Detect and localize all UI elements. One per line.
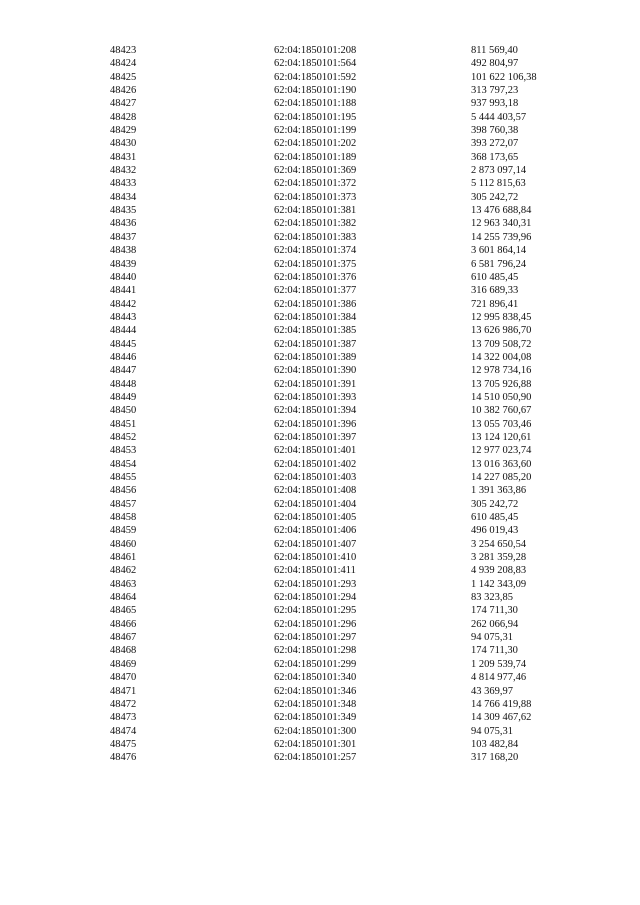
cadastral-value-cell: 610 485,45 [471,512,519,524]
row-number-cell: 48445 [110,338,137,350]
row-number-cell: 48435 [110,205,137,217]
cadastral-value-table [110,44,591,765]
cadastral-number-cell: 62:04:1850101:195 [274,111,357,123]
cadastral-number-cell: 62:04:1850101:391 [274,378,357,390]
table-row [110,671,591,684]
row-number-cell: 48465 [110,605,137,617]
cadastral-number-cell: 62:04:1850101:189 [274,151,357,163]
cadastral-value-cell: 103 482,84 [471,738,519,750]
cadastral-value-cell: 14 255 739,96 [471,231,532,243]
cadastral-number-cell: 62:04:1850101:411 [274,565,356,577]
table-row [110,604,591,617]
cadastral-number-cell: 62:04:1850101:300 [274,725,357,737]
cadastral-value-cell: 14 322 004,08 [471,351,532,363]
cadastral-value-cell: 13 055 703,46 [471,418,532,430]
table-row [110,124,591,137]
table-row [110,311,591,324]
table-row [110,84,591,97]
cadastral-value-cell: 5 112 815,63 [471,178,526,190]
row-number-cell: 48467 [110,632,137,644]
cadastral-number-cell: 62:04:1850101:396 [274,418,357,430]
cadastral-value-cell: 174 711,30 [471,605,518,617]
cadastral-number-cell: 62:04:1850101:374 [274,245,357,257]
table-row [110,177,591,190]
row-number-cell: 48441 [110,285,137,297]
table-row [110,404,591,417]
cadastral-value-cell: 14 227 085,20 [471,472,532,483]
row-number-cell: 48473 [110,712,137,724]
cadastral-value-cell: 43 369,97 [471,685,513,697]
row-number-cell: 48456 [110,485,137,497]
table-row [110,231,591,244]
cadastral-number-cell: 62:04:1850101:383 [274,231,357,243]
row-number-cell: 48442 [110,298,137,310]
cadastral-value-cell: 4 814 977,46 [471,672,527,684]
cadastral-value-cell: 368 173,65 [471,151,519,163]
table-row [110,191,591,204]
table-row [110,431,591,444]
cadastral-value-cell: 1 209 539,74 [471,658,527,670]
table-row [110,271,591,284]
table-row [110,244,591,257]
row-number-cell: 48457 [110,498,137,510]
table-row [110,751,591,764]
table-row [110,524,591,537]
table-row [110,97,591,110]
table-row [110,738,591,751]
table-row [110,538,591,551]
cadastral-number-cell: 62:04:1850101:407 [274,538,357,550]
cadastral-value-cell: 2 873 097,14 [471,165,527,177]
row-number-cell: 48475 [110,738,137,750]
row-number-cell: 48432 [110,165,137,177]
row-number-cell: 48461 [110,552,137,564]
cadastral-number-cell: 62:04:1850101:375 [274,258,357,270]
row-number-cell: 48431 [110,151,137,163]
row-number-cell: 48429 [110,125,137,137]
cadastral-value-cell: 10 382 760,67 [471,405,532,417]
row-number-cell: 48468 [110,645,137,657]
row-number-cell: 48460 [110,538,137,550]
table-row [110,618,591,631]
cadastral-value-cell: 12 963 340,31 [471,218,532,230]
row-number-cell: 48462 [110,565,137,577]
row-number-cell: 48458 [110,512,137,524]
cadastral-value-cell: 496 019,43 [471,525,519,537]
cadastral-value-cell: 13 705 926,88 [471,378,532,390]
row-number-cell: 48448 [110,378,137,390]
row-number-cell: 48436 [110,218,137,230]
table-row [110,685,591,698]
cadastral-value-cell: 721 896,41 [471,298,519,310]
table-row [110,378,591,391]
cadastral-value-cell: 6 581 796,24 [471,258,527,270]
table-row [110,111,591,124]
cadastral-number-cell: 62:04:1850101:385 [274,325,357,337]
cadastral-value-cell: 12 977 023,74 [471,445,532,457]
cadastral-number-cell: 62:04:1850101:381 [274,205,357,217]
cadastral-value-cell: 316 689,33 [471,285,519,297]
cadastral-value-cell: 94 075,31 [471,632,513,644]
table-row [110,725,591,738]
cadastral-number-cell: 62:04:1850101:564 [274,58,357,70]
cadastral-number-cell: 62:04:1850101:408 [274,485,357,497]
row-number-cell: 48472 [110,698,137,710]
cadastral-number-cell: 62:04:1850101:199 [274,125,357,137]
cadastral-value-cell: 13 709 508,72 [471,338,532,350]
row-number-cell: 48476 [110,752,137,764]
row-number-cell: 48444 [110,325,137,337]
cadastral-number-cell: 62:04:1850101:390 [274,365,357,377]
cadastral-number-cell: 62:04:1850101:295 [274,605,357,617]
cadastral-number-cell: 62:04:1850101:402 [274,458,357,470]
table-row [110,217,591,230]
table-row [110,418,591,431]
cadastral-value-cell: 3 601 864,14 [471,245,527,257]
row-number-cell: 48449 [110,391,137,403]
cadastral-value-cell: 305 242,72 [471,191,519,203]
table-row [110,324,591,337]
cadastral-number-cell: 62:04:1850101:348 [274,698,357,710]
row-number-cell: 48426 [110,85,137,97]
table-row [110,711,591,724]
row-number-cell: 48453 [110,445,137,457]
cadastral-value-cell: 12 995 838,45 [471,311,532,323]
table-row [110,284,591,297]
cadastral-value-cell: 313 797,23 [471,85,519,97]
table-row [110,564,591,577]
table-row [110,151,591,164]
cadastral-number-cell: 62:04:1850101:346 [274,685,357,697]
cadastral-value-cell: 13 016 363,60 [471,458,532,470]
row-number-cell: 48446 [110,351,137,363]
cadastral-number-cell: 62:04:1850101:592 [274,71,357,83]
table-row [110,458,591,471]
cadastral-number-cell: 62:04:1850101:405 [274,512,357,524]
cadastral-number-cell: 62:04:1850101:384 [274,311,357,323]
cadastral-value-cell: 13 476 688,84 [471,205,532,217]
row-number-cell: 48425 [110,71,137,83]
table-row [110,44,591,57]
cadastral-value-cell: 5 444 403,57 [471,111,527,123]
row-number-cell: 48470 [110,672,137,684]
row-number-cell: 48424 [110,58,137,70]
table-row [110,551,591,564]
cadastral-number-cell: 62:04:1850101:257 [274,752,357,764]
cadastral-number-cell: 62:04:1850101:389 [274,351,357,363]
cadastral-value-cell: 1 391 363,86 [471,485,527,497]
row-number-cell: 48434 [110,191,137,203]
cadastral-number-cell: 62:04:1850101:299 [274,658,357,670]
cadastral-number-cell: 62:04:1850101:369 [274,165,357,177]
cadastral-number-cell: 62:04:1850101:394 [274,405,357,417]
cadastral-number-cell: 62:04:1850101:387 [274,338,357,350]
row-number-cell: 48423 [110,45,137,56]
cadastral-value-cell: 811 569,40 [471,45,518,56]
row-number-cell: 48471 [110,685,137,697]
table-row [110,351,591,364]
cadastral-number-cell: 62:04:1850101:377 [274,285,357,297]
row-number-cell: 48455 [110,472,137,483]
cadastral-number-cell: 62:04:1850101:188 [274,98,357,110]
row-number-cell: 48428 [110,111,137,123]
cadastral-number-cell: 62:04:1850101:340 [274,672,357,684]
cadastral-number-cell: 62:04:1850101:410 [274,552,357,564]
cadastral-number-cell: 62:04:1850101:294 [274,592,357,604]
table-row [110,164,591,177]
cadastral-value-cell: 83 323,85 [471,592,513,604]
row-number-cell: 48440 [110,271,137,283]
cadastral-value-cell: 4 939 208,83 [471,565,527,577]
cadastral-value-cell: 3 254 650,54 [471,538,527,550]
row-number-cell: 48463 [110,578,137,590]
row-number-cell: 48452 [110,431,137,443]
cadastral-value-cell: 937 993,18 [471,98,519,110]
table-row [110,391,591,404]
table-row [110,258,591,271]
row-number-cell: 48459 [110,525,137,537]
cadastral-number-cell: 62:04:1850101:202 [274,138,357,150]
cadastral-value-cell: 101 622 106,38 [471,71,537,83]
table-row [110,698,591,711]
cadastral-value-cell: 12 978 734,16 [471,365,532,377]
cadastral-number-cell: 62:04:1850101:404 [274,498,357,510]
cadastral-number-cell: 62:04:1850101:376 [274,271,357,283]
table-row [110,57,591,70]
cadastral-value-cell: 1 142 343,09 [471,578,527,590]
table-row [110,298,591,311]
row-number-cell: 48451 [110,418,137,430]
table-row [110,631,591,644]
table-row [110,578,591,591]
row-number-cell: 48430 [110,138,137,150]
cadastral-value-cell: 610 485,45 [471,271,519,283]
row-number-cell: 48450 [110,405,137,417]
table-row [110,591,591,604]
table-row [110,498,591,511]
cadastral-number-cell: 62:04:1850101:373 [274,191,357,203]
row-number-cell: 48454 [110,458,137,470]
cadastral-value-cell: 14 510 050,90 [471,391,532,403]
row-number-cell: 48466 [110,618,137,630]
cadastral-number-cell: 62:04:1850101:393 [274,391,357,403]
cadastral-number-cell: 62:04:1850101:403 [274,472,357,483]
cadastral-value-cell: 3 281 359,28 [471,552,527,564]
cadastral-number-cell: 62:04:1850101:372 [274,178,357,190]
cadastral-value-cell: 14 766 419,88 [471,698,532,710]
cadastral-number-cell: 62:04:1850101:297 [274,632,357,644]
cadastral-number-cell: 62:04:1850101:208 [274,45,357,56]
cadastral-value-cell: 262 066,94 [471,618,519,630]
table-row [110,364,591,377]
cadastral-value-cell: 492 804,97 [471,58,519,70]
row-number-cell: 48469 [110,658,137,670]
cadastral-value-cell: 317 168,20 [471,752,519,764]
table-row [110,204,591,217]
cadastral-number-cell: 62:04:1850101:406 [274,525,357,537]
table-row [110,71,591,84]
cadastral-value-cell: 14 309 467,62 [471,712,532,724]
table-row [110,137,591,150]
table-row [110,484,591,497]
row-number-cell: 48474 [110,725,137,737]
row-number-cell: 48443 [110,311,137,323]
cadastral-number-cell: 62:04:1850101:190 [274,85,357,97]
cadastral-value-cell: 174 711,30 [471,645,518,657]
row-number-cell: 48438 [110,245,137,257]
cadastral-value-cell: 305 242,72 [471,498,519,510]
row-number-cell: 48437 [110,231,137,243]
table-row [110,338,591,351]
table-row [110,444,591,457]
table-row [110,471,591,484]
table-body [110,44,591,765]
row-number-cell: 48433 [110,178,137,190]
cadastral-value-cell: 398 760,38 [471,125,519,137]
cadastral-value-cell: 94 075,31 [471,725,513,737]
cadastral-number-cell: 62:04:1850101:349 [274,712,357,724]
table-row [110,658,591,671]
table-row [110,644,591,657]
cadastral-number-cell: 62:04:1850101:382 [274,218,357,230]
cadastral-number-cell: 62:04:1850101:301 [274,738,357,750]
row-number-cell: 48427 [110,98,137,110]
cadastral-value-cell: 13 124 120,61 [471,431,532,443]
cadastral-number-cell: 62:04:1850101:386 [274,298,357,310]
row-number-cell: 48439 [110,258,137,270]
cadastral-number-cell: 62:04:1850101:401 [274,445,357,457]
cadastral-number-cell: 62:04:1850101:293 [274,578,357,590]
cadastral-value-cell: 393 272,07 [471,138,519,150]
row-number-cell: 48464 [110,592,137,604]
row-number-cell: 48447 [110,365,137,377]
cadastral-number-cell: 62:04:1850101:397 [274,431,357,443]
table-row [110,511,591,524]
cadastral-value-cell: 13 626 986,70 [471,325,532,337]
cadastral-number-cell: 62:04:1850101:298 [274,645,357,657]
cadastral-number-cell: 62:04:1850101:296 [274,618,357,630]
